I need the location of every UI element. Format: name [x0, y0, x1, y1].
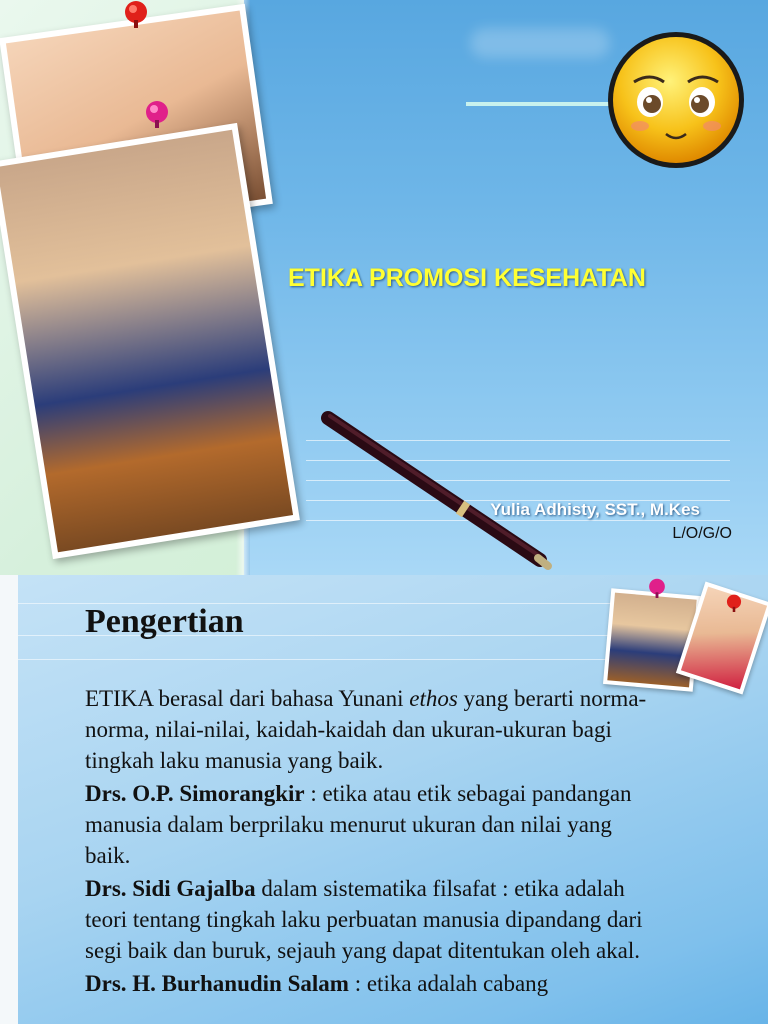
paragraph-text: dalam sistematika filsafat : etika adalah teori tentang tingkah laku perbuatan manusia dipandang dari segi baik dan buruk, sejauh yang dapat ditentukan oleh akal. — [85, 876, 643, 963]
slide-heading: Pengertian — [85, 603, 244, 640]
paragraph-text: ETIKA berasal dari bahasa Yunani — [85, 686, 410, 711]
slide-body — [85, 683, 655, 1001]
author-name: Drs. H. Burhanudin Salam — [85, 971, 349, 996]
push-pin-icon — [122, 0, 150, 28]
author-name: Drs. O.P. Simorangkir — [85, 781, 305, 806]
decorative-blur — [470, 28, 610, 58]
accent-bar — [466, 102, 616, 106]
pen-icon — [310, 400, 560, 575]
definition-paragraph — [85, 683, 655, 776]
emphasis-text: ethos — [409, 686, 458, 711]
smiley-face-icon — [606, 30, 746, 170]
paragraph-text: : etika adalah cabang — [348, 971, 549, 996]
corner-photos — [603, 580, 768, 695]
push-pin-icon — [143, 100, 171, 128]
decorative-line — [18, 659, 618, 660]
paragraph-text: yang berarti norma-norma, nilai-nilai, kaidah-kaidah dan ukuran-ukuran bagi tingkah laku manusia yang baik. — [85, 686, 647, 773]
definition-paragraph — [85, 968, 655, 999]
logo-placeholder: L/O/G/O — [672, 525, 732, 542]
push-pin-icon — [647, 576, 667, 600]
paragraph-text: : etika atau etik sebagai pandangan manusia dalam berprilaku menurut ukuran dan nilai yang baik. — [85, 781, 632, 868]
push-pin-icon — [725, 592, 743, 614]
author-name: Yulia Adhisty, SST., M.Kes — [490, 500, 700, 519]
definition-paragraph — [85, 873, 655, 966]
presentation-title: ETIKA PROMOSI KESEHATAN — [288, 264, 646, 292]
definition-paragraph — [85, 778, 655, 871]
content-slide — [18, 575, 768, 1024]
slide-gap — [0, 575, 18, 1024]
author-name: Drs. Sidi Gajalba — [85, 876, 256, 901]
